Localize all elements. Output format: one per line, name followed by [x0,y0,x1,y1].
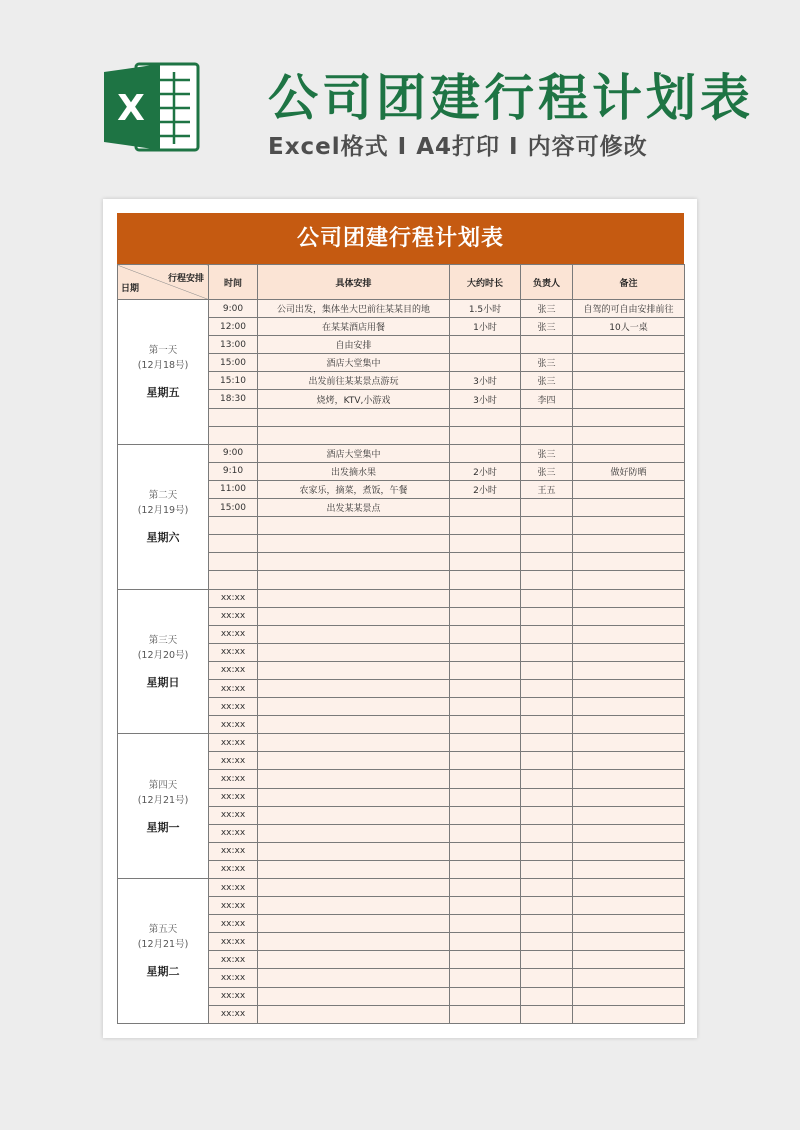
cell-duration: 2小时 [450,480,521,498]
cell-owner [521,625,573,643]
cell-owner [521,987,573,1005]
cell-duration [450,933,521,951]
cell-owner [521,824,573,842]
cell-notes [573,698,685,716]
cell-owner [521,734,573,752]
cell-time [209,571,258,589]
cell-arrangement [258,770,450,788]
cell-owner: 李四 [521,390,573,408]
cell-arrangement [258,734,450,752]
cell-duration: 1小时 [450,318,521,336]
cell-arrangement: 出发摘水果 [258,462,450,480]
cell-notes [573,788,685,806]
cell-arrangement [258,806,450,824]
cell-notes [573,915,685,933]
cell-owner [521,752,573,770]
cell-time: xx:xx [209,698,258,716]
cell-notes [573,716,685,734]
excel-logo-icon [100,58,202,156]
cell-duration [450,951,521,969]
cell-duration: 3小时 [450,372,521,390]
cell-notes [573,408,685,426]
cell-duration [450,499,521,517]
cell-arrangement [258,607,450,625]
cell-owner [521,607,573,625]
day-weekday: 星期一 [146,820,180,834]
cell-time: xx:xx [209,589,258,607]
cell-owner [521,571,573,589]
cell-duration [450,336,521,354]
cell-notes [573,860,685,878]
cell-duration [450,625,521,643]
cell-time: xx:xx [209,969,258,987]
table-row [118,444,685,462]
cell-notes [573,897,685,915]
cell-owner: 张三 [521,444,573,462]
cell-arrangement [258,752,450,770]
cell-duration [450,752,521,770]
day-label: 第二天 [148,490,178,502]
cell-arrangement [258,879,450,897]
cell-duration [450,354,521,372]
cell-notes [573,734,685,752]
cell-owner [521,589,573,607]
cell-owner [521,897,573,915]
cell-time: 9:00 [209,444,258,462]
cell-duration [450,806,521,824]
cell-time: xx:xx [209,842,258,860]
cell-duration [450,661,521,679]
cell-owner [521,915,573,933]
day-date: (12月19号) [137,505,189,517]
cell-arrangement [258,535,450,553]
cell-arrangement [258,643,450,661]
cell-arrangement [258,824,450,842]
excel-logo-letter: X [117,88,145,129]
table-row [118,734,685,752]
cell-time: xx:xx [209,860,258,878]
cell-notes [573,951,685,969]
day-cell [118,734,209,879]
cell-duration [450,824,521,842]
cell-owner: 张三 [521,318,573,336]
cell-duration [450,1005,521,1023]
cell-arrangement [258,897,450,915]
cell-arrangement [258,1005,450,1023]
cell-arrangement [258,426,450,444]
cell-arrangement [258,915,450,933]
cell-duration [450,408,521,426]
cell-duration [450,571,521,589]
cell-duration: 2小时 [450,462,521,480]
cell-arrangement: 出发前往某某景点游玩 [258,372,450,390]
cell-owner [521,770,573,788]
cell-arrangement: 农家乐，摘菜，煮饭，午餐 [258,480,450,498]
cell-notes [573,643,685,661]
cell-arrangement [258,987,450,1005]
cell-duration [450,987,521,1005]
cell-owner [521,535,573,553]
column-header-time: 时间 [209,265,258,300]
cell-time: xx:xx [209,987,258,1005]
cell-owner [521,336,573,354]
cell-time: xx:xx [209,897,258,915]
cell-arrangement [258,698,450,716]
cell-owner [521,643,573,661]
page-subtitle: Excel格式 I A4打印 I 内容可修改 [268,134,648,160]
cell-owner: 张三 [521,354,573,372]
column-header-duration: 大约时长 [450,265,521,300]
column-header-arrangement: 具体安排 [258,265,450,300]
cell-time: xx:xx [209,679,258,697]
cell-notes [573,661,685,679]
day-weekday: 星期二 [146,965,180,979]
cell-owner: 张三 [521,462,573,480]
cell-time [209,426,258,444]
diagonal-header-cell [118,265,209,300]
cell-arrangement [258,517,450,535]
cell-owner [521,408,573,426]
day-cell [118,444,209,589]
cell-time: 15:00 [209,499,258,517]
cell-time [209,517,258,535]
cell-duration: 3小时 [450,390,521,408]
cell-time: 9:00 [209,300,258,318]
cell-time: xx:xx [209,643,258,661]
itinerary-table [117,264,685,1024]
cell-duration [450,589,521,607]
cell-time: xx:xx [209,1005,258,1023]
cell-notes [573,625,685,643]
table-header-row [118,265,685,300]
cell-notes [573,842,685,860]
cell-notes [573,390,685,408]
day-weekday: 星期五 [146,386,180,400]
column-header-owner: 负责人 [521,265,573,300]
cell-owner [521,951,573,969]
cell-owner [521,499,573,517]
cell-arrangement [258,661,450,679]
cell-owner [521,698,573,716]
cell-notes [573,480,685,498]
cell-owner [521,679,573,697]
cell-time: 11:00 [209,480,258,498]
cell-time: 13:00 [209,336,258,354]
cell-arrangement: 公司出发，集体坐大巴前往某某目的地 [258,300,450,318]
cell-duration: 1.5小时 [450,300,521,318]
cell-arrangement [258,589,450,607]
cell-time: xx:xx [209,661,258,679]
cell-notes [573,770,685,788]
cell-time: 15:00 [209,354,258,372]
cell-duration [450,535,521,553]
cell-notes [573,426,685,444]
day-cell [118,300,209,445]
cell-arrangement [258,842,450,860]
cell-arrangement [258,679,450,697]
cell-notes [573,372,685,390]
cell-time: xx:xx [209,879,258,897]
day-weekday: 星期日 [146,675,180,689]
cell-time: xx:xx [209,752,258,770]
cell-notes: 自驾的可自由安排前往 [573,300,685,318]
cell-arrangement: 自由安排 [258,336,450,354]
banner-header [0,0,800,200]
cell-time: xx:xx [209,607,258,625]
cell-arrangement [258,625,450,643]
cell-duration [450,643,521,661]
cell-arrangement [258,951,450,969]
cell-time: xx:xx [209,625,258,643]
cell-arrangement [258,933,450,951]
itinerary-sheet [117,213,684,1024]
cell-notes [573,499,685,517]
cell-arrangement: 酒店大堂集中 [258,354,450,372]
spreadsheet-paper [103,199,697,1038]
cell-notes [573,444,685,462]
cell-duration [450,444,521,462]
cell-notes [573,354,685,372]
table-body [118,300,685,1024]
cell-time: 9:10 [209,462,258,480]
cell-duration [450,517,521,535]
cell-arrangement: 烧烤，KTV,小游戏 [258,390,450,408]
cell-arrangement: 酒店大堂集中 [258,444,450,462]
day-label: 第三天 [148,634,178,646]
cell-time: xx:xx [209,806,258,824]
cell-time: xx:xx [209,951,258,969]
page-title: 公司团建行程计划表 [268,69,754,127]
table-row [118,300,685,318]
cell-time: 15:10 [209,372,258,390]
cell-notes [573,1005,685,1023]
cell-owner [521,879,573,897]
cell-notes [573,969,685,987]
cell-notes [573,535,685,553]
cell-notes [573,824,685,842]
cell-owner [521,716,573,734]
cell-owner [521,969,573,987]
cell-time: xx:xx [209,734,258,752]
cell-owner [521,860,573,878]
cell-duration [450,698,521,716]
cell-time: 12:00 [209,318,258,336]
cell-notes [573,806,685,824]
cell-arrangement [258,716,450,734]
sheet-title: 公司团建行程计划表 [117,213,684,264]
day-date: (12月20号) [137,649,189,661]
cell-notes [573,752,685,770]
cell-notes [573,517,685,535]
cell-owner [521,788,573,806]
day-date: (12月18号) [137,360,189,372]
cell-duration [450,788,521,806]
day-weekday: 星期六 [146,531,180,545]
cell-time: xx:xx [209,915,258,933]
cell-arrangement: 在某某酒店用餐 [258,318,450,336]
cell-duration [450,607,521,625]
cell-time: xx:xx [209,716,258,734]
cell-arrangement [258,860,450,878]
cell-duration [450,553,521,571]
cell-owner: 王五 [521,480,573,498]
cell-notes [573,607,685,625]
cell-arrangement [258,571,450,589]
day-cell [118,589,209,734]
day-label: 第五天 [148,924,178,936]
cell-duration [450,770,521,788]
column-header-notes: 备注 [573,265,685,300]
cell-time: xx:xx [209,788,258,806]
cell-notes [573,987,685,1005]
cell-notes [573,879,685,897]
cell-notes: 做好防晒 [573,462,685,480]
diag-header-schedule: 行程安排 [167,274,204,284]
cell-duration [450,679,521,697]
cell-duration [450,426,521,444]
cell-notes [573,336,685,354]
cell-arrangement [258,408,450,426]
cell-owner [521,661,573,679]
cell-notes [573,571,685,589]
cell-time [209,535,258,553]
cell-duration [450,897,521,915]
cell-duration [450,716,521,734]
cell-owner [521,553,573,571]
cell-duration [450,734,521,752]
cell-duration [450,969,521,987]
day-cell [118,879,209,1024]
diag-header-date: 日期 [121,284,140,294]
cell-duration [450,860,521,878]
cell-notes: 10人一桌 [573,318,685,336]
day-label: 第一天 [148,345,178,357]
cell-time: xx:xx [209,824,258,842]
cell-notes [573,679,685,697]
cell-arrangement [258,788,450,806]
cell-notes [573,553,685,571]
cell-owner [521,806,573,824]
cell-arrangement [258,969,450,987]
cell-duration [450,842,521,860]
day-date: (12月21号) [137,794,189,806]
day-label: 第四天 [148,779,178,791]
cell-owner [521,933,573,951]
cell-owner: 张三 [521,300,573,318]
cell-time: xx:xx [209,933,258,951]
cell-owner [521,426,573,444]
cell-notes [573,933,685,951]
cell-owner [521,517,573,535]
cell-time: 18:30 [209,390,258,408]
cell-owner [521,842,573,860]
cell-owner [521,1005,573,1023]
cell-owner: 张三 [521,372,573,390]
cell-time [209,553,258,571]
cell-time: xx:xx [209,770,258,788]
cell-duration [450,915,521,933]
day-date: (12月21号) [137,939,189,951]
cell-duration [450,879,521,897]
table-row [118,879,685,897]
table-row [118,589,685,607]
cell-arrangement [258,553,450,571]
cell-arrangement: 出发某某景点 [258,499,450,517]
cell-time [209,408,258,426]
cell-notes [573,589,685,607]
